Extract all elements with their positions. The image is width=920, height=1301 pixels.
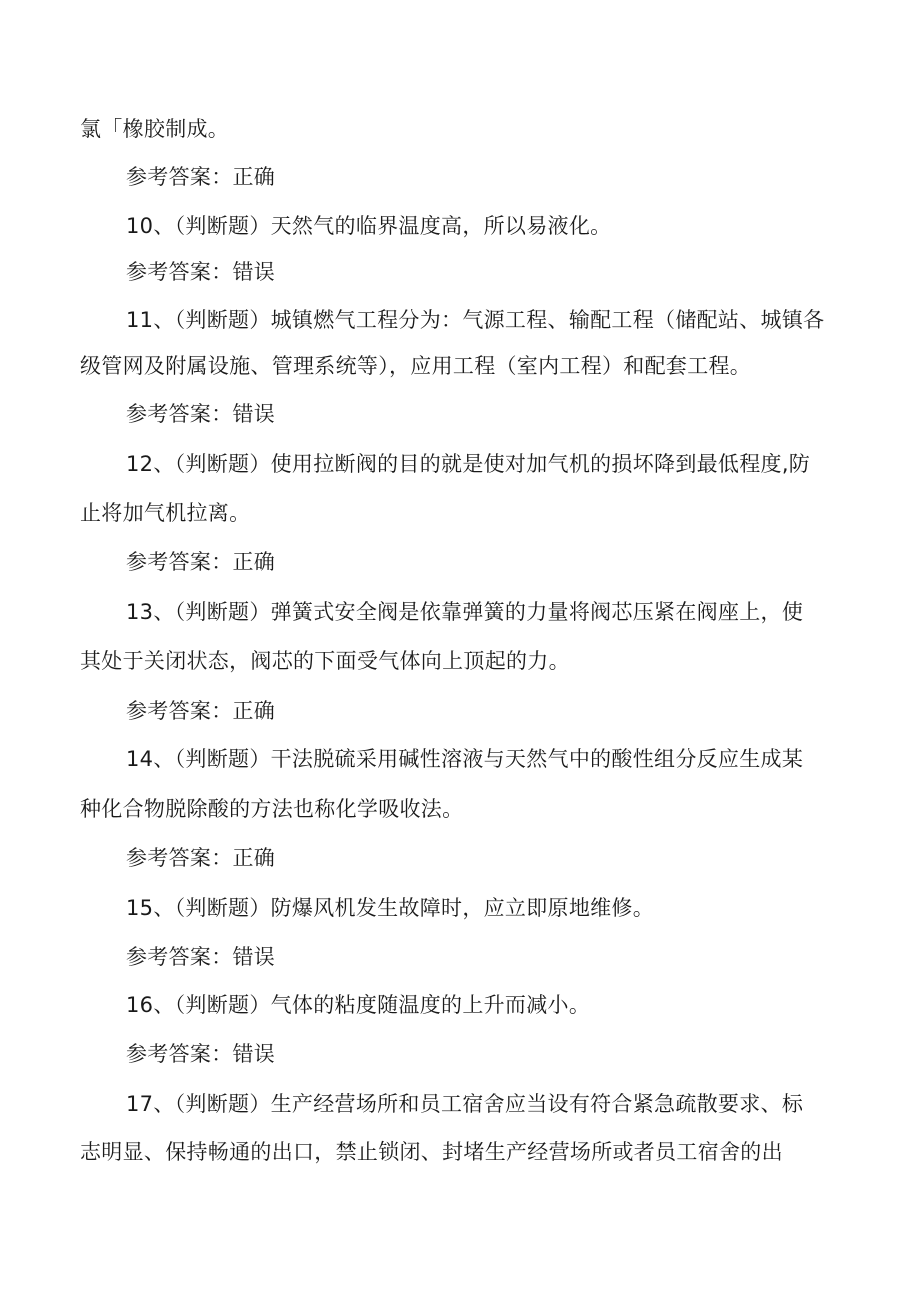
question-11-line-1: 11、（判断题）城镇燃气工程分为：气源工程、输配工程（储配站、城镇各 — [126, 308, 825, 332]
question-12-line-2: 止将加气机拉离。 — [80, 501, 251, 525]
question-14-line-2: 种化合物脱除酸的方法也称化学吸收法。 — [80, 797, 464, 821]
question-13-answer: 参考答案：正确 — [126, 699, 276, 723]
question-13-line-2: 其处于关闭状态，阀芯的下面受气体向上顶起的力。 — [80, 649, 570, 673]
question-14-line-1: 14、（判断题）干法脱硫采用碱性溶液与天然气中的酸性组分反应生成某 — [126, 747, 804, 771]
question-15-line-1: 15、（判断题）防爆风机发生故障时，应立即原地维修。 — [126, 896, 655, 920]
question-14-answer: 参考答案：正确 — [126, 846, 276, 870]
question-11-line-2: 级管网及附属设施、管理系统等），应用工程（室内工程）和配套工程。 — [80, 354, 752, 378]
question-10-answer: 参考答案：错误 — [126, 260, 276, 284]
continuation-line: 氯「橡胶制成。 — [80, 117, 230, 141]
question-12-answer: 参考答案：正确 — [126, 550, 276, 574]
question-11-answer: 参考答案：错误 — [126, 402, 276, 426]
question-17-line-1: 17、（判断题）生产经营场所和员工宿舍应当设有符合紧急疏散要求、标 — [126, 1092, 804, 1116]
question-10-line-1: 10、（判断题）天然气的临界温度高，所以易液化。 — [126, 214, 612, 238]
question-15-answer: 参考答案：错误 — [126, 945, 276, 969]
question-13-line-1: 13、（判断题）弹簧式安全阀是依靠弹簧的力量将阀芯压紧在阀座上，使 — [126, 600, 804, 624]
question-12-line-1: 12、（判断题）使用拉断阀的目的就是使对加气机的损坏降到最低程度,防 — [126, 452, 811, 476]
question-16-answer: 参考答案：错误 — [126, 1042, 276, 1066]
question-16-line-1: 16、（判断题）气体的粘度随温度的上升而减小。 — [126, 993, 591, 1017]
question-17-line-2: 志明显、保持畅通的出口，禁止锁闭、封堵生产经营场所或者员工宿舍的出 — [80, 1140, 783, 1164]
answer-line: 参考答案：正确 — [126, 165, 276, 189]
